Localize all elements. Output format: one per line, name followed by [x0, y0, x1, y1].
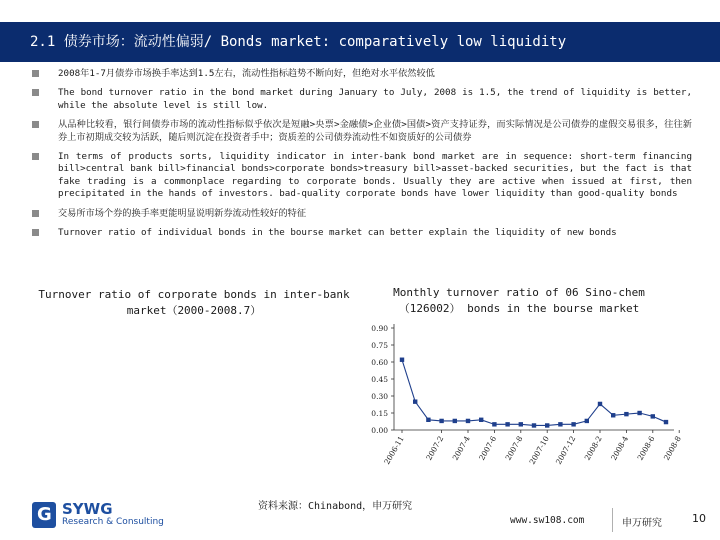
data-point [637, 411, 641, 415]
bullet-item [32, 151, 692, 201]
x-tick-label: 2006-11 [382, 434, 406, 466]
bullet-marker-icon [32, 70, 39, 77]
data-point [532, 423, 536, 427]
bullet-item [32, 208, 692, 220]
data-point [492, 422, 496, 426]
y-tick-label: 0.30 [371, 392, 388, 401]
bullet-text: 交易所市场个券的换手率更能明显说明新券流动性较好的特征 [58, 207, 307, 219]
bullet-item [32, 119, 692, 144]
logo-name: SYWG [62, 500, 113, 518]
x-tick-label: 2007-8 [503, 434, 525, 462]
data-point [466, 419, 470, 423]
y-tick-label: 0.45 [371, 375, 388, 384]
source-note: 资料来源：Chinabond，申万研究 [258, 501, 413, 512]
data-point [426, 418, 430, 422]
x-tick-label: 2008-6 [635, 434, 657, 462]
y-tick-label: 0.75 [371, 341, 388, 350]
y-tick-label: 0.90 [371, 324, 388, 333]
data-point [453, 419, 457, 423]
data-point [545, 423, 549, 427]
page-number: 10 [692, 512, 706, 525]
x-tick-label: 2008-4 [609, 434, 631, 462]
y-tick-label: 0.60 [371, 358, 388, 367]
bullet-text: The bond turnover ratio in the bond market during January to July, 2008 is 1.5, the trend of liquidity is better, while the absolute level is still low. [58, 87, 692, 111]
brand-name: 申万研究 [622, 518, 662, 529]
bullet-text: 2008年1-7月债券市场换手率达到1.5左右，流动性指标趋势不断向好，但绝对水平依然较低 [58, 68, 435, 79]
y-tick-label: 0.00 [371, 426, 388, 435]
bullet-list [32, 68, 692, 246]
bullet-text: Turnover ratio of individual bonds in the bourse market can better explain the liquidity of new bonds [58, 227, 617, 239]
data-point [611, 413, 615, 417]
right-chart-title: Monthly turnover ratio of 06 Sino-chem （126002） bonds in the bourse market [393, 286, 645, 315]
bullet-item [32, 68, 692, 80]
data-point [664, 420, 668, 424]
bullet-marker-icon [32, 121, 39, 128]
bullet-text: In terms of products sorts, liquidity indicator in inter-bank bond market are in sequence: short-term financing bill>central bank bill>financial bonds>corporate bonds>treasury bill>asset-backed securities, but the fact is that fake trading is a commonplace regarding to corporate bonds. Usually they are active when issued at first, then precipitated in the hands of investors. bad-quality corporate bonds have lower liquidity than good-quality bonds [58, 151, 692, 200]
turnover-line-chart [358, 318, 688, 488]
bullet-marker-icon [32, 153, 39, 160]
x-tick-label: 2007-2 [424, 434, 446, 462]
data-point [651, 414, 655, 418]
left-chart-title: Turnover ratio of corporate bonds in inter-bank market（2000-2008.7） [38, 288, 350, 317]
data-point [571, 422, 575, 426]
footer-divider [612, 508, 613, 532]
data-point [585, 419, 589, 423]
y-tick-label: 0.15 [371, 409, 388, 418]
bullet-marker-icon [32, 210, 39, 217]
data-point [479, 418, 483, 422]
logo-subtitle: Research & Consulting [62, 517, 164, 527]
sywg-logo [32, 502, 172, 532]
x-tick-label: 2007-6 [477, 434, 499, 462]
data-point [558, 422, 562, 426]
data-point [624, 412, 628, 416]
x-tick-label: 2007-10 [527, 434, 551, 466]
website-link[interactable]: www.sw108.com [510, 515, 585, 526]
x-tick-label: 2007-4 [450, 434, 472, 462]
x-tick-label: 2008-2 [582, 434, 604, 462]
data-point [400, 358, 404, 362]
data-point [439, 419, 443, 423]
bullet-marker-icon [32, 89, 39, 96]
data-point [519, 422, 523, 426]
data-point [598, 402, 602, 406]
x-tick-label: 2008-8 [661, 434, 683, 462]
bullet-item [32, 87, 692, 112]
x-tick-label: 2007-12 [553, 434, 578, 466]
logo-mark-icon: G [32, 502, 56, 528]
data-point [413, 399, 417, 403]
bullet-item [32, 227, 692, 239]
page-title: 2.1 债券市场：流动性偏弱/ Bonds market: comparatively low liquidity [30, 34, 567, 50]
bullet-text: 从品种比较看，银行间债券市场的流动性指标似乎依次是短融>央票>金融债>企业债>国债>资产支持证券，而实际情况是公司债券的虚假交易很多，往往新券上市初期成交较为活跃，随后则沉淀在投资者手中；资质差的公司债券流动性不如资质好的公司债券 [58, 119, 692, 143]
bullet-marker-icon [32, 229, 39, 236]
title-bar [0, 22, 720, 62]
data-point [505, 422, 509, 426]
